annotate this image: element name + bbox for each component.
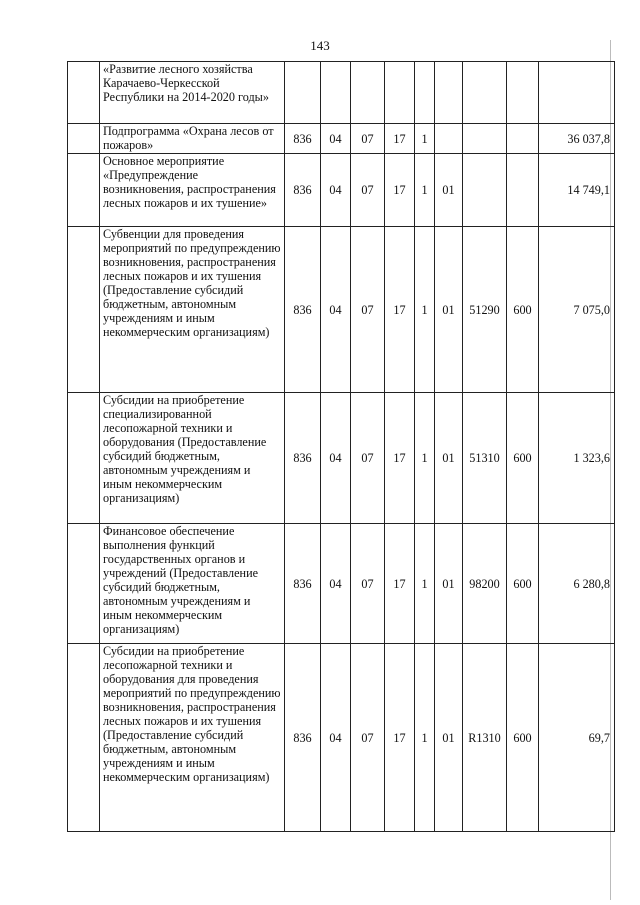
blank-cell	[68, 393, 100, 524]
ministry-code-cell: 836	[285, 154, 321, 227]
table-row	[68, 124, 615, 154]
activity-code-cell	[435, 124, 463, 154]
section-code-cell: 04	[321, 154, 351, 227]
expense-code-cell	[463, 154, 507, 227]
expense-type-code-cell: 600	[507, 524, 539, 644]
ministry-code-cell: 836	[285, 124, 321, 154]
section-code-cell: 04	[321, 393, 351, 524]
ministry-code-cell: 836	[285, 393, 321, 524]
ministry-code-cell: 836	[285, 524, 321, 644]
amount-cell	[539, 62, 615, 124]
table-row	[68, 154, 615, 227]
program-code-cell: 17	[385, 227, 415, 393]
subsection-code-cell: 07	[351, 393, 385, 524]
section-code-cell: 04	[321, 124, 351, 154]
section-code-cell: 04	[321, 227, 351, 393]
activity-code-cell: 01	[435, 644, 463, 832]
expense-code-cell: R1310	[463, 644, 507, 832]
item-name-cell: Субсидии на приобретение специализированной лесопожарной техники и оборудования (Предоставление субсидий бюджетным, автономным учреждениям и иным некоммерческим организациям)	[100, 393, 285, 524]
subsection-code-cell: 07	[351, 154, 385, 227]
program-code-cell: 17	[385, 393, 415, 524]
expense-code-cell: 51310	[463, 393, 507, 524]
blank-cell	[68, 124, 100, 154]
program-code-cell	[385, 62, 415, 124]
subsection-code-cell: 07	[351, 644, 385, 832]
ministry-code-cell: 836	[285, 227, 321, 393]
subprogram-code-cell: 1	[415, 524, 435, 644]
table-row	[68, 227, 615, 393]
activity-code-cell: 01	[435, 524, 463, 644]
item-name-cell: «Развитие лесного хозяйства Карачаево-Черкесской Республики на 2014-2020 годы»	[100, 62, 285, 124]
expense-code-cell	[463, 124, 507, 154]
expense-code-cell: 98200	[463, 524, 507, 644]
table-row	[68, 393, 615, 524]
subsection-code-cell	[351, 62, 385, 124]
ministry-code-cell: 836	[285, 644, 321, 832]
activity-code-cell: 01	[435, 393, 463, 524]
budget-table	[67, 61, 615, 832]
activity-code-cell	[435, 62, 463, 124]
amount-cell: 36 037,8	[539, 124, 615, 154]
expense-type-code-cell	[507, 154, 539, 227]
subprogram-code-cell: 1	[415, 154, 435, 227]
program-code-cell: 17	[385, 124, 415, 154]
program-code-cell: 17	[385, 524, 415, 644]
subprogram-code-cell: 1	[415, 124, 435, 154]
subprogram-code-cell: 1	[415, 393, 435, 524]
amount-cell: 7 075,0	[539, 227, 615, 393]
item-name-cell: Субсидии на приобретение лесопожарной техники и оборудования для проведения мероприятий по предупреждению возникновения, распространения лесных пожаров и их тушения (Предоставление субсидий бюджетным, автономным учреждениям и иным некоммерческим организациям)	[100, 644, 285, 832]
expense-type-code-cell: 600	[507, 644, 539, 832]
program-code-cell: 17	[385, 154, 415, 227]
item-name-cell: Основное мероприятие «Предупреждение возникновения, распространения лесных пожаров и их тушение»	[100, 154, 285, 227]
item-name-cell: Финансовое обеспечение выполнения функций государственных органов и учреждений (Предоставление субсидий бюджетным, автономным учреждениям и иным некоммерческим организациям)	[100, 524, 285, 644]
activity-code-cell: 01	[435, 154, 463, 227]
blank-cell	[68, 644, 100, 832]
subsection-code-cell: 07	[351, 227, 385, 393]
subprogram-code-cell: 1	[415, 644, 435, 832]
subsection-code-cell: 07	[351, 124, 385, 154]
section-code-cell: 04	[321, 524, 351, 644]
expense-type-code-cell: 600	[507, 393, 539, 524]
amount-cell: 6 280,8	[539, 524, 615, 644]
expense-type-code-cell	[507, 124, 539, 154]
subsection-code-cell: 07	[351, 524, 385, 644]
blank-cell	[68, 62, 100, 124]
section-code-cell	[321, 62, 351, 124]
expense-type-code-cell: 600	[507, 227, 539, 393]
amount-cell: 14 749,1	[539, 154, 615, 227]
section-code-cell: 04	[321, 644, 351, 832]
expense-code-cell: 51290	[463, 227, 507, 393]
program-code-cell: 17	[385, 644, 415, 832]
item-name-cell: Подпрограмма «Охрана лесов от пожаров»	[100, 124, 285, 154]
blank-cell	[68, 524, 100, 644]
expense-code-cell	[463, 62, 507, 124]
table-row	[68, 524, 615, 644]
ministry-code-cell	[285, 62, 321, 124]
item-name-cell: Субвенции для проведения мероприятий по предупреждению возникновения, распространения лесных пожаров и их тушения (Предоставление субсидий бюджетным, автономным учреждениям и иным некоммерческим организациям)	[100, 227, 285, 393]
amount-cell: 69,7	[539, 644, 615, 832]
table-row	[68, 62, 615, 124]
table-row	[68, 644, 615, 832]
subprogram-code-cell	[415, 62, 435, 124]
page-number: 143	[310, 38, 330, 53]
activity-code-cell: 01	[435, 227, 463, 393]
blank-cell	[68, 154, 100, 227]
subprogram-code-cell: 1	[415, 227, 435, 393]
amount-cell: 1 323,6	[539, 393, 615, 524]
expense-type-code-cell	[507, 62, 539, 124]
blank-cell	[68, 227, 100, 393]
